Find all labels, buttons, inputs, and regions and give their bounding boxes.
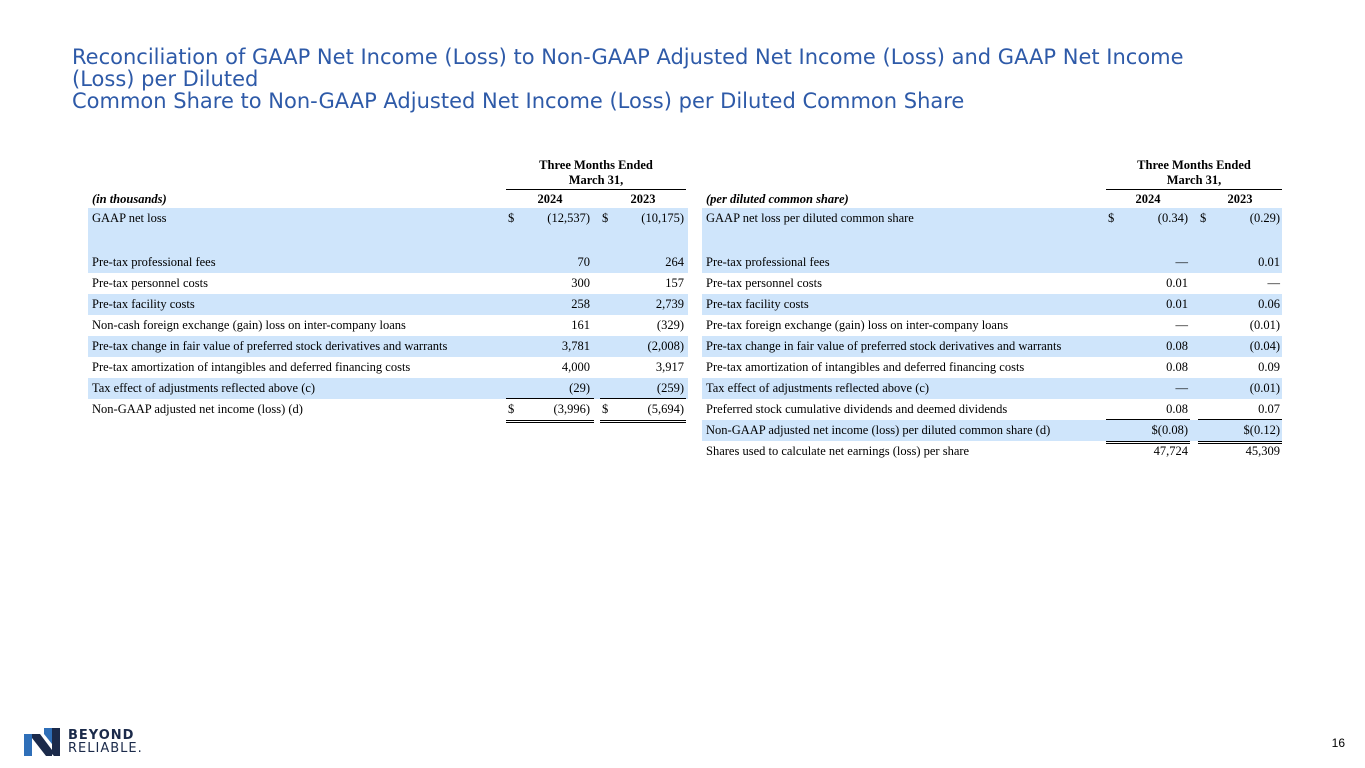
row-label: Pre-tax change in fair value of preferred stock derivatives and warrants	[92, 339, 448, 353]
value-2023: (0.04)	[1249, 339, 1280, 353]
row-label: Pre-tax facility costs	[92, 297, 195, 311]
value-2023: 3,917	[655, 360, 684, 374]
value-2023: 0.09	[1258, 360, 1280, 374]
row-label: Shares used to calculate net earnings (loss) per share	[706, 444, 970, 458]
period-header-line2: March 31,	[568, 173, 624, 187]
value-2024: —	[1175, 381, 1188, 395]
row-label: GAAP net loss	[92, 211, 167, 225]
period-header-line2: March 31,	[1166, 173, 1222, 187]
logo-line1: BEYOND	[68, 728, 135, 743]
row-label: Non-cash foreign exchange (gain) loss on inter-company loans	[92, 318, 406, 332]
title-line-3: Common Share to Non-GAAP Adjusted Net Income (Loss) per Diluted Common Share	[72, 89, 965, 113]
spacer-row	[702, 229, 1282, 252]
row-label: Preferred stock cumulative dividends and deemed dividends	[706, 402, 1008, 416]
row-label: Pre-tax change in fair value of preferred stock derivatives and warrants	[706, 339, 1062, 353]
row-label: Pre-tax amortization of intangibles and deferred financing costs	[706, 360, 1025, 374]
table-body	[88, 208, 688, 420]
row-label: Pre-tax facility costs	[706, 297, 809, 311]
value-2024: 47,724	[1153, 444, 1188, 458]
value-2024: 161	[571, 318, 590, 332]
row-label: Pre-tax professional fees	[92, 255, 216, 269]
value-2024: 0.08	[1166, 402, 1188, 416]
company-logo	[24, 727, 174, 757]
row-label: Tax effect of adjustments reflected above (c)	[92, 381, 316, 395]
slide-title	[72, 46, 1212, 112]
value-2023: —	[1267, 276, 1280, 290]
value-2024: 0.01	[1166, 276, 1188, 290]
value-2023: (329)	[656, 318, 684, 332]
table-row	[702, 420, 1282, 441]
logo-wordmark	[68, 729, 143, 755]
period-group-header	[1106, 156, 1282, 190]
logo-line2: RELIABLE.	[68, 741, 143, 756]
unit-label: (per diluted common share)	[706, 192, 849, 206]
row-label: Pre-tax foreign exchange (gain) loss on inter-company loans	[706, 318, 1009, 332]
table-row	[702, 441, 1282, 462]
table-row	[702, 273, 1282, 294]
currency-2023: $	[602, 402, 609, 416]
table-row	[702, 357, 1282, 378]
value-2024: 0.08	[1166, 360, 1188, 374]
table-row	[88, 336, 688, 357]
col-header-2023: 2023	[1198, 192, 1282, 209]
table-row	[702, 294, 1282, 315]
value-2024: 0.08	[1166, 339, 1188, 353]
value-2023: (10,175)	[641, 211, 684, 225]
value-2023: 0.07	[1258, 402, 1280, 416]
row-label: GAAP net loss per diluted common share	[706, 211, 914, 225]
table-row	[88, 378, 688, 399]
table-body	[702, 208, 1282, 462]
title-line-2: (Loss) per Diluted	[72, 67, 259, 91]
table-row	[702, 399, 1282, 420]
col-header-2024: 2024	[1106, 192, 1190, 209]
table-row	[702, 252, 1282, 273]
value-2023: (5,694)	[647, 402, 684, 416]
table-row	[88, 315, 688, 336]
value-2023: (0.29)	[1249, 211, 1280, 225]
table-row	[88, 399, 688, 420]
value-2024: (12,537)	[547, 211, 590, 225]
value-2024: (3,996)	[553, 402, 590, 416]
value-2023: 157	[665, 276, 684, 290]
value-2024: 3,781	[561, 339, 590, 353]
row-label: Pre-tax professional fees	[706, 255, 830, 269]
value-2024: (29)	[569, 381, 590, 395]
page-number: 16	[1331, 736, 1345, 750]
table-row	[88, 294, 688, 315]
value-2023: 264	[665, 255, 684, 269]
value-2023: (0.01)	[1249, 381, 1280, 395]
value-2023: 0.01	[1258, 255, 1280, 269]
value-2024: —	[1175, 255, 1188, 269]
table-row	[702, 208, 1282, 229]
table-row	[702, 378, 1282, 399]
row-label: Pre-tax amortization of intangibles and deferred financing costs	[92, 360, 411, 374]
logo-mark-icon	[24, 728, 62, 756]
currency-2023: $	[1200, 211, 1207, 225]
double-underline	[506, 420, 594, 423]
value-2024: 300	[571, 276, 590, 290]
table-row	[88, 252, 688, 273]
period-header-line1: Three Months Ended	[1137, 158, 1251, 172]
table-row	[88, 357, 688, 378]
row-label: Non-GAAP adjusted net income (loss) per diluted common share (d)	[706, 423, 1051, 437]
title-line-1: Reconciliation of GAAP Net Income (Loss) to Non-GAAP Adjusted Net Income (Loss) and GAAP Net Income	[72, 45, 1184, 69]
value-2024: (0.34)	[1157, 211, 1188, 225]
value-2024: 258	[571, 297, 590, 311]
spacer-row	[88, 229, 688, 252]
double-underline	[600, 420, 686, 423]
period-header-line1: Three Months Ended	[539, 158, 653, 172]
value-2023: (259)	[656, 381, 684, 395]
currency-2024: $	[508, 402, 515, 416]
col-header-2024: 2024	[506, 192, 594, 209]
value-2024: —	[1175, 318, 1188, 332]
row-label: Pre-tax personnel costs	[706, 276, 822, 290]
value-2023: $(0.12)	[1243, 423, 1280, 437]
currency-2023: $	[602, 211, 609, 225]
value-2023: 0.06	[1258, 297, 1280, 311]
table-row	[88, 208, 688, 229]
value-2023: 45,309	[1245, 444, 1280, 458]
currency-2024: $	[508, 211, 515, 225]
table-row	[88, 273, 688, 294]
table-row	[702, 336, 1282, 357]
value-2023: (2,008)	[647, 339, 684, 353]
table-row	[702, 315, 1282, 336]
column-header-row	[702, 191, 1282, 208]
row-label: Pre-tax personnel costs	[92, 276, 208, 290]
period-group-header	[506, 156, 686, 190]
row-label: Tax effect of adjustments reflected above (c)	[706, 381, 930, 395]
currency-2024: $	[1108, 211, 1115, 225]
value-2024: 70	[577, 255, 590, 269]
unit-label: (in thousands)	[92, 192, 167, 206]
row-label: Non-GAAP adjusted net income (loss) (d)	[92, 402, 303, 416]
value-2023: (0.01)	[1249, 318, 1280, 332]
value-2024: 0.01	[1166, 297, 1188, 311]
value-2024: 4,000	[561, 360, 590, 374]
value-2023: 2,739	[655, 297, 684, 311]
col-header-2023: 2023	[600, 192, 686, 209]
value-2024: $(0.08)	[1151, 423, 1188, 437]
column-header-row	[88, 191, 688, 208]
